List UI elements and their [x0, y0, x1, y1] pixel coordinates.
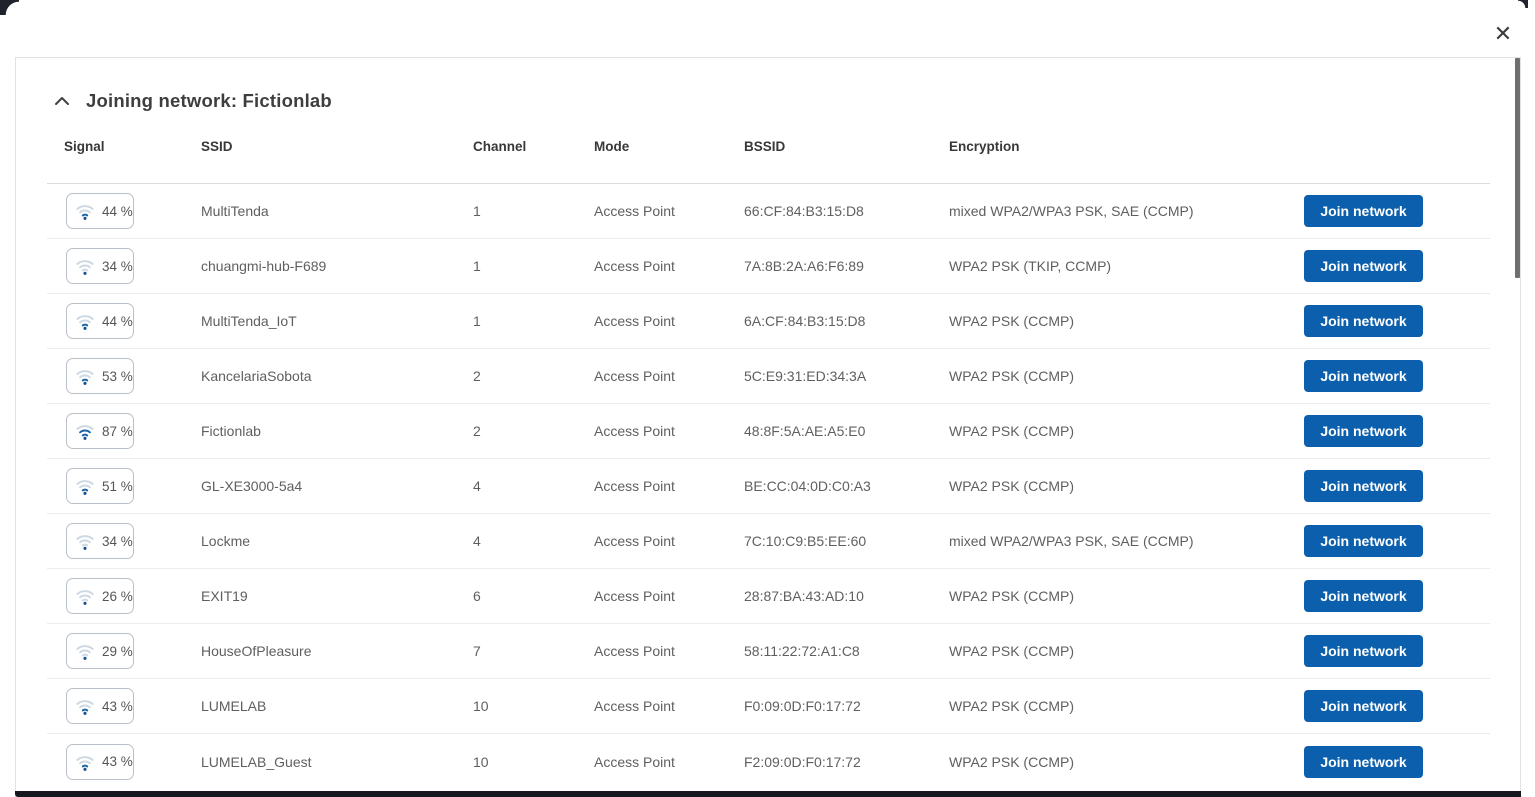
signal-percentage: 44 % [102, 203, 133, 219]
mode-cell: Access Point [594, 753, 675, 770]
signal-badge [66, 413, 134, 449]
channel-cell: 10 [473, 753, 489, 770]
signal-cell [47, 193, 201, 229]
join-network-button[interactable]: Join network [1304, 360, 1423, 392]
encryption-cell: mixed WPA2/WPA3 PSK, SAE (CCMP) [949, 533, 1194, 549]
signal-percentage: 87 % [102, 423, 133, 439]
bssid-cell: 66:CF:84:B3:15:D8 [744, 203, 864, 219]
dimmed-background-edge [15, 791, 1521, 797]
column-header-encryption: Encryption [949, 139, 1020, 154]
mode-cell: Access Point [594, 533, 675, 549]
encryption-cell: WPA2 PSK (CCMP) [949, 368, 1074, 384]
join-network-button[interactable]: Join network [1304, 746, 1423, 778]
signal-percentage: 43 % [102, 698, 133, 714]
close-icon[interactable]: ✕ [1493, 21, 1513, 46]
bssid-cell: 7C:10:C9:B5:EE:60 [744, 533, 867, 549]
ssid-cell: HouseOfPleasure [201, 643, 312, 659]
wifi-signal-icon [75, 587, 95, 605]
bssid-cell: F2:09:0D:F0:17:72 [744, 753, 861, 770]
signal-percentage: 29 % [102, 643, 133, 659]
channel-cell: 4 [473, 478, 481, 494]
encryption-cell: WPA2 PSK (CCMP) [949, 588, 1074, 604]
mode-cell: Access Point [594, 313, 675, 329]
signal-cell [47, 358, 201, 394]
ssid-cell: KancelariaSobota [201, 368, 312, 384]
join-network-button[interactable]: Join network [1304, 195, 1423, 227]
ssid-cell: LUMELAB_Guest [201, 753, 312, 770]
bssid-cell: 7A:8B:2A:A6:F6:89 [744, 258, 864, 274]
wifi-signal-icon [75, 422, 95, 440]
join-network-button[interactable]: Join network [1304, 250, 1423, 282]
encryption-cell: WPA2 PSK (CCMP) [949, 698, 1074, 714]
join-network-button[interactable]: Join network [1304, 635, 1423, 667]
encryption-cell: mixed WPA2/WPA3 PSK, SAE (CCMP) [949, 203, 1194, 219]
wifi-signal-icon [75, 312, 95, 330]
join-network-button[interactable]: Join network [1304, 470, 1423, 502]
channel-cell: 2 [473, 423, 481, 439]
channel-cell: 1 [473, 203, 481, 219]
dimmed-background-corner [0, 0, 19, 15]
ssid-cell: chuangmi-hub-F689 [201, 258, 327, 274]
encryption-cell: WPA2 PSK (CCMP) [949, 423, 1074, 439]
mode-cell: Access Point [594, 698, 675, 714]
channel-cell: 2 [473, 368, 481, 384]
encryption-cell: WPA2 PSK (TKIP, CCMP) [949, 258, 1112, 274]
signal-cell [47, 248, 201, 284]
actions-cell [1304, 470, 1423, 502]
signal-percentage: 34 % [102, 533, 133, 549]
ssid-cell: Fictionlab [201, 423, 261, 439]
column-header-mode: Mode [594, 139, 630, 154]
mode-cell: Access Point [594, 643, 675, 659]
actions-cell [1304, 250, 1423, 282]
signal-cell [47, 413, 201, 449]
signal-badge [66, 688, 134, 724]
signal-badge [66, 468, 134, 504]
wifi-signal-icon [75, 477, 95, 495]
ssid-cell: MultiTenda [201, 203, 269, 219]
wifi-signal-icon [75, 532, 95, 550]
signal-percentage: 44 % [102, 313, 133, 329]
table-row-Fictionlab [47, 404, 1490, 459]
signal-percentage: 43 % [102, 754, 133, 769]
mode-cell: Access Point [594, 478, 675, 494]
section-header [16, 58, 1520, 112]
join-network-button[interactable]: Join network [1304, 525, 1423, 557]
signal-percentage: 51 % [102, 478, 133, 494]
ssid-cell: LUMELAB [201, 698, 267, 714]
signal-badge [66, 248, 134, 284]
encryption-cell: WPA2 PSK (CCMP) [949, 753, 1074, 770]
wifi-signal-icon [75, 202, 95, 220]
table-row-Lockme [47, 514, 1490, 569]
join-network-button[interactable]: Join network [1304, 415, 1423, 447]
page-title: Joining network: Fictionlab [86, 90, 332, 111]
mode-cell: Access Point [594, 203, 675, 219]
dimmed-background-corner [1518, 0, 1528, 8]
bssid-cell: 5C:E9:31:ED:34:3A [744, 368, 867, 384]
table-body [47, 184, 1490, 789]
actions-cell [1304, 690, 1423, 722]
signal-cell [47, 468, 201, 504]
table-row-HouseOfPleasure [47, 624, 1490, 679]
ssid-cell: Lockme [201, 533, 251, 549]
signal-badge [66, 578, 134, 614]
bssid-cell: 48:8F:5A:AE:A5:E0 [744, 423, 866, 439]
channel-cell: 6 [473, 588, 481, 604]
actions-cell [1304, 360, 1423, 392]
table-row-EXIT19 [47, 569, 1490, 624]
signal-cell [47, 688, 201, 724]
actions-cell [1304, 746, 1423, 778]
column-header-channel: Channel [473, 139, 527, 154]
scrollbar[interactable] [1514, 58, 1521, 797]
ssid-cell: GL-XE3000-5a4 [201, 478, 303, 494]
signal-badge [66, 193, 134, 229]
encryption-cell: WPA2 PSK (CCMP) [949, 313, 1074, 329]
join-network-button[interactable]: Join network [1304, 305, 1423, 337]
table-row-MultiTenda [47, 184, 1490, 239]
table-row-LUMELAB [47, 679, 1490, 734]
actions-cell [1304, 415, 1423, 447]
signal-badge [66, 633, 134, 669]
column-header-bssid: BSSID [744, 139, 786, 154]
bssid-cell: 58:11:22:72:A1:C8 [744, 643, 860, 659]
network-table [47, 139, 1490, 789]
signal-percentage: 53 % [102, 368, 133, 384]
channel-cell: 7 [473, 643, 481, 659]
join-network-button[interactable]: Join network [1304, 580, 1423, 612]
table-row-KancelariaSobota [47, 349, 1490, 404]
scrollbar-thumb[interactable] [1515, 58, 1520, 278]
wifi-signal-icon [75, 753, 95, 771]
table-row-GL-XE3000-5a4 [47, 459, 1490, 514]
mode-cell: Access Point [594, 588, 675, 604]
signal-badge [66, 358, 134, 394]
scan-results-panel [15, 57, 1521, 797]
channel-cell: 10 [473, 698, 489, 714]
signal-cell [47, 303, 201, 339]
signal-percentage: 26 % [102, 588, 133, 604]
bssid-cell: BE:CC:04:0D:C0:A3 [744, 478, 871, 494]
signal-cell [47, 523, 201, 559]
bssid-cell: F0:09:0D:F0:17:72 [744, 698, 861, 714]
column-header-ssid: SSID [201, 139, 233, 154]
wifi-signal-icon [75, 697, 95, 715]
ssid-cell: MultiTenda_IoT [201, 313, 297, 329]
mode-cell: Access Point [594, 423, 675, 439]
actions-cell [1304, 635, 1423, 667]
mode-cell: Access Point [594, 368, 675, 384]
signal-badge [66, 523, 134, 559]
chevron-up-icon[interactable] [54, 96, 70, 106]
signal-cell [47, 633, 201, 669]
table-row-MultiTenda_IoT [47, 294, 1490, 349]
wifi-signal-icon [75, 367, 95, 385]
signal-percentage: 34 % [102, 258, 133, 274]
mode-cell: Access Point [594, 258, 675, 274]
signal-badge [66, 303, 134, 339]
signal-badge [66, 744, 134, 780]
wifi-signal-icon [75, 257, 95, 275]
encryption-cell: WPA2 PSK (CCMP) [949, 478, 1074, 494]
channel-cell: 1 [473, 258, 481, 274]
actions-cell [1304, 580, 1423, 612]
actions-cell [1304, 525, 1423, 557]
channel-cell: 1 [473, 313, 481, 329]
column-header-signal: Signal [64, 139, 105, 154]
signal-cell [47, 578, 201, 614]
table-row-LUMELAB_Guest [47, 734, 1490, 789]
signal-cell [47, 744, 201, 780]
actions-cell [1304, 305, 1423, 337]
table-header-row [47, 139, 1490, 175]
encryption-cell: WPA2 PSK (CCMP) [949, 643, 1074, 659]
bssid-cell: 28:87:BA:43:AD:10 [744, 588, 864, 604]
ssid-cell: EXIT19 [201, 588, 248, 604]
bssid-cell: 6A:CF:84:B3:15:D8 [744, 313, 866, 329]
actions-cell [1304, 195, 1423, 227]
table-row-chuangmi-hub-F689 [47, 239, 1490, 294]
join-network-button[interactable]: Join network [1304, 690, 1423, 722]
wifi-signal-icon [75, 642, 95, 660]
channel-cell: 4 [473, 533, 481, 549]
